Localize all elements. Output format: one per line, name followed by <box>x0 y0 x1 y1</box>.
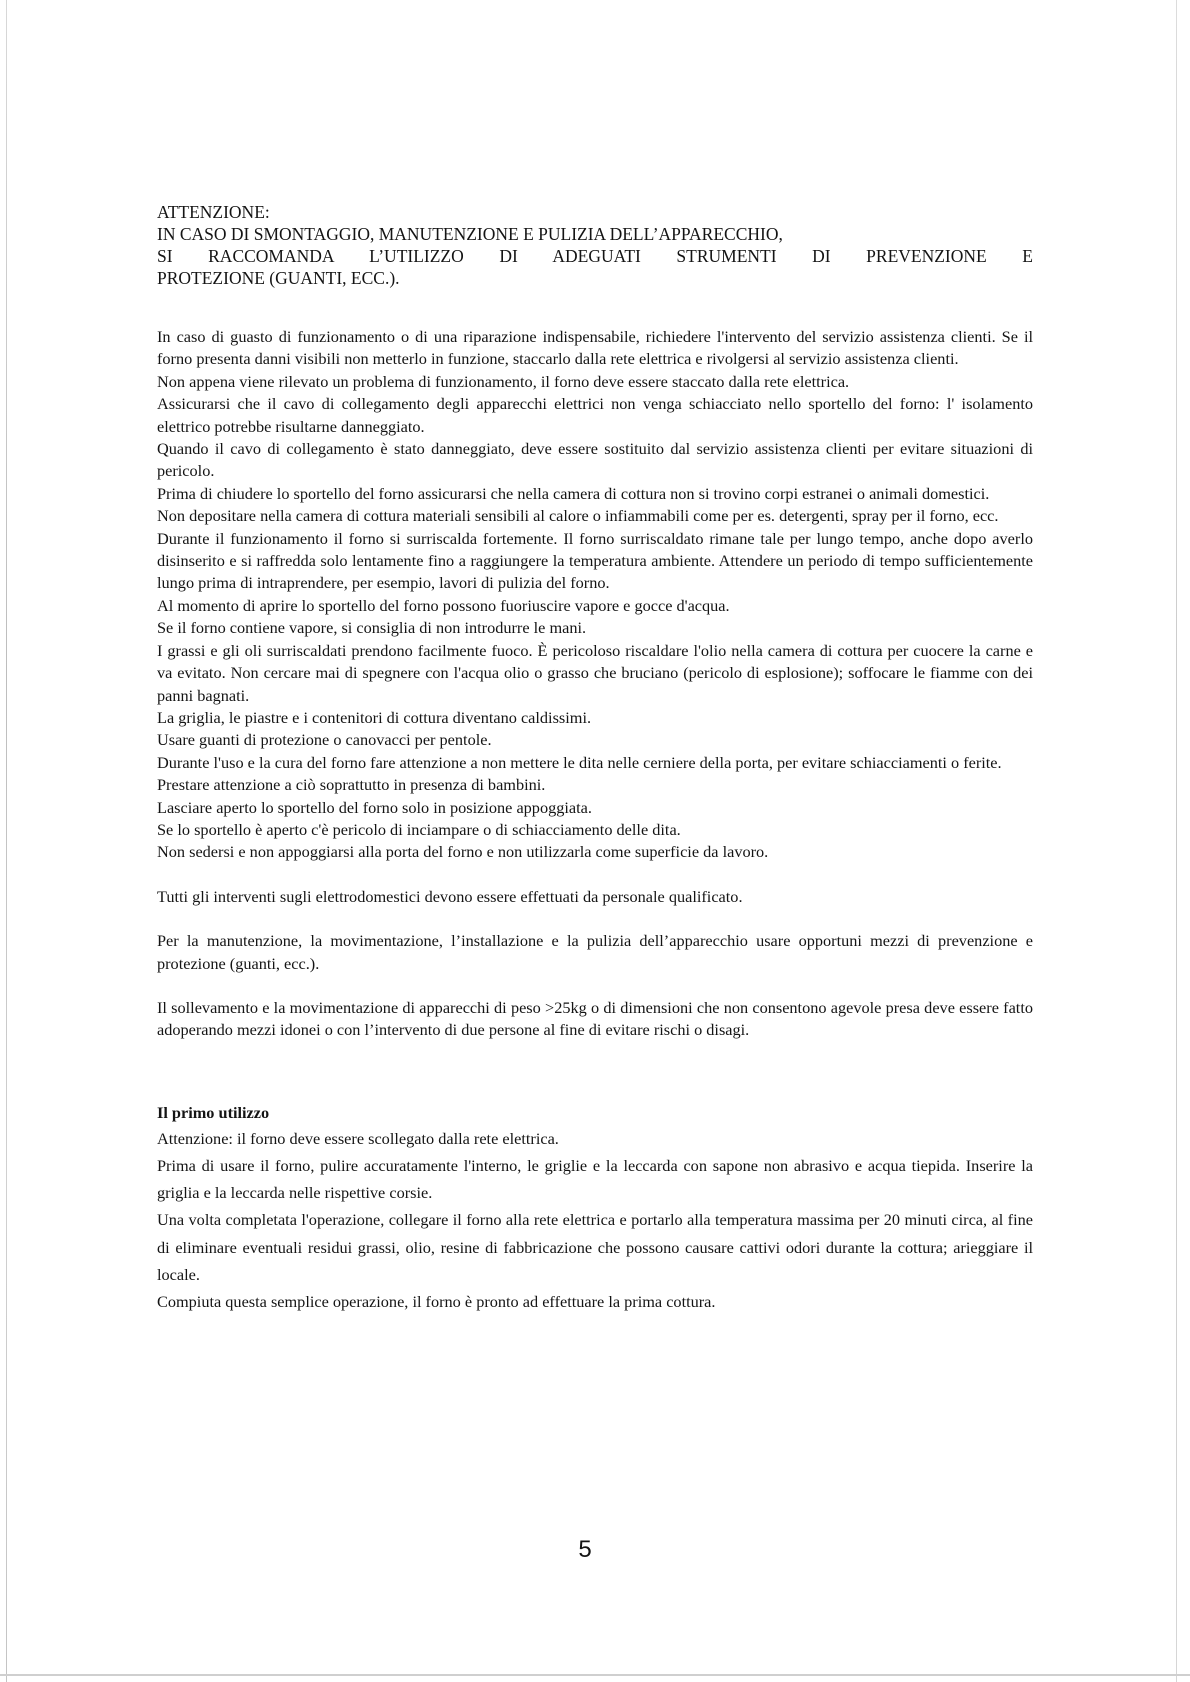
scan-edge-bottom <box>0 1674 1190 1676</box>
safety-instructions <box>157 326 1033 864</box>
paragraph: I grassi e gli oli surriscaldati prendono facilmente fuoco. È pericoloso riscaldare l'olio nella camera di cottura per cuocere la carne e va evitato. Non cercare mai di spegnere con l'acqua olio o grasso che bruciano (pericolo di esplosione); soffocare le fiamme con dei panni bagnati. <box>157 640 1033 705</box>
paragraph: Se lo sportello è aperto c'è pericolo di inciampare o di schiacciamento delle dita. <box>157 819 681 839</box>
scan-edge-right <box>1176 0 1177 1682</box>
paragraph: Lasciare aperto lo sportello del forno solo in posizione appoggiata. <box>157 797 592 817</box>
page-content <box>157 201 1033 1315</box>
warning-line-1: IN CASO DI SMONTAGGIO, MANUTENZIONE E PULIZIA DELL’APPARECCHIO, <box>157 224 783 244</box>
lifting-note-text: Il sollevamento e la movimentazione di apparecchi di peso >25kg o di dimensioni che non consentono agevole presa deve essere fatto adoperando mezzi idonei o con l’intervento di due persone al fine di evitare rischi o disagi. <box>157 997 1033 1040</box>
warning-block <box>157 201 1033 289</box>
first-use-line: Una volta completata l'operazione, collegare il forno alla rete elettrica e portarlo alla temperatura massima per 20 minuti circa, al fine di eliminare eventuali residui grassi, olio, resine di fabbricazione che possono causare cattivi odori durante la cottura; arieggiare il locale. <box>157 1210 1033 1284</box>
paragraph: Non appena viene rilevato un problema di funzionamento, il forno deve essere staccato dalla rete elettrica. <box>157 371 850 391</box>
paragraph: Durante il funzionamento il forno si surriscalda fortemente. Il forno surriscaldato rimane tale per lungo tempo, anche dopo averlo disinserito e si raffredda solo lentamente fino a raggiungere la temperatura ambiente. Attendere un periodo di tempo sufficientemente lungo prima di intraprendere, per esempio, lavori di pulizia del forno. <box>157 528 1033 593</box>
lifting-note <box>157 997 1033 1042</box>
paragraph: Assicurarsi che il cavo di collegamento degli apparecchi elettrici non venga schiacciato nello sportello del forno: l' isolamento elettrico potrebbe risultarne danneggiato. <box>157 394 1033 436</box>
paragraph: La griglia, le piastre e i contenitori di cottura diventano caldissimi. <box>157 707 592 727</box>
qualified-note-text: Tutti gli interventi sugli elettrodomestici devono essere effettuati da personale qualificato. <box>157 886 743 906</box>
first-use-body <box>157 1125 1033 1315</box>
page-number: 5 <box>578 1536 592 1563</box>
warning-title: ATTENZIONE: <box>157 202 270 222</box>
paragraph: Prestare attenzione a ciò soprattutto in presenza di bambini. <box>157 775 546 795</box>
warning-line-2: SI RACCOMANDA L’UTILIZZO DI ADEGUATI STRUMENTI DI PREVENZIONE E <box>157 246 1033 266</box>
warning-line-3: PROTEZIONE (GUANTI, ECC.). <box>157 268 400 288</box>
paragraph: In caso di guasto di funzionamento o di una riparazione indispensabile, richiedere l'intervento del servizio assistenza clienti. Se il forno presenta danni visibili non metterlo in funzione, staccarlo dalla rete elettrica e rivolgersi al servizio assistenza clienti. <box>157 327 1033 369</box>
qualified-personnel-note <box>157 886 1033 908</box>
paragraph: Non depositare nella camera di cottura materiali sensibili al calore o infiammabili come per es. detergenti, spray per il forno, ecc. <box>157 506 999 526</box>
paragraph: Non sedersi e non appoggiarsi alla porta del forno e non utilizzarla come superficie da lavoro. <box>157 842 769 862</box>
maintenance-note <box>157 930 1033 975</box>
paragraph: Usare guanti di protezione o canovacci per pentole. <box>157 730 492 750</box>
section-title: Il primo utilizzo <box>157 1102 270 1122</box>
paragraph: Al momento di aprire lo sportello del forno possono fuoriuscire vapore e gocce d'acqua. <box>157 595 730 615</box>
first-use-line: Prima di usare il forno, pulire accuratamente l'interno, le griglie e la leccarda con sapone non abrasivo e acqua tiepida. Inserire la griglia e la leccarda nelle rispettive corsie. <box>157 1155 1033 1203</box>
paragraph: Durante l'uso e la cura del forno fare attenzione a non mettere le dita nelle cerniere della porta, per evitare schiacciamenti o ferite. <box>157 752 1002 772</box>
first-use-line: Compiuta questa semplice operazione, il forno è pronto ad effettuare la prima cottura. <box>157 1292 716 1311</box>
scan-edge-left <box>6 0 7 1682</box>
first-use-line: Attenzione: il forno deve essere scollegato dalla rete elettrica. <box>157 1128 559 1148</box>
maintenance-note-text: Per la manutenzione, la movimentazione, l’installazione e la pulizia dell’apparecchio usare opportuni mezzi di prevenzione e protezione (guanti, ecc.). <box>157 931 1033 973</box>
paragraph: Quando il cavo di collegamento è stato danneggiato, deve essere sostituito dal servizio assistenza clienti per evitare situazioni di pericolo. <box>157 439 1033 481</box>
first-use-section <box>157 1100 1033 1315</box>
paragraph: Prima di chiudere lo sportello del forno assicurarsi che nella camera di cottura non si trovino corpi estranei o animali domestici. <box>157 483 990 503</box>
paragraph: Se il forno contiene vapore, si consiglia di non introdurre le mani. <box>157 618 587 638</box>
